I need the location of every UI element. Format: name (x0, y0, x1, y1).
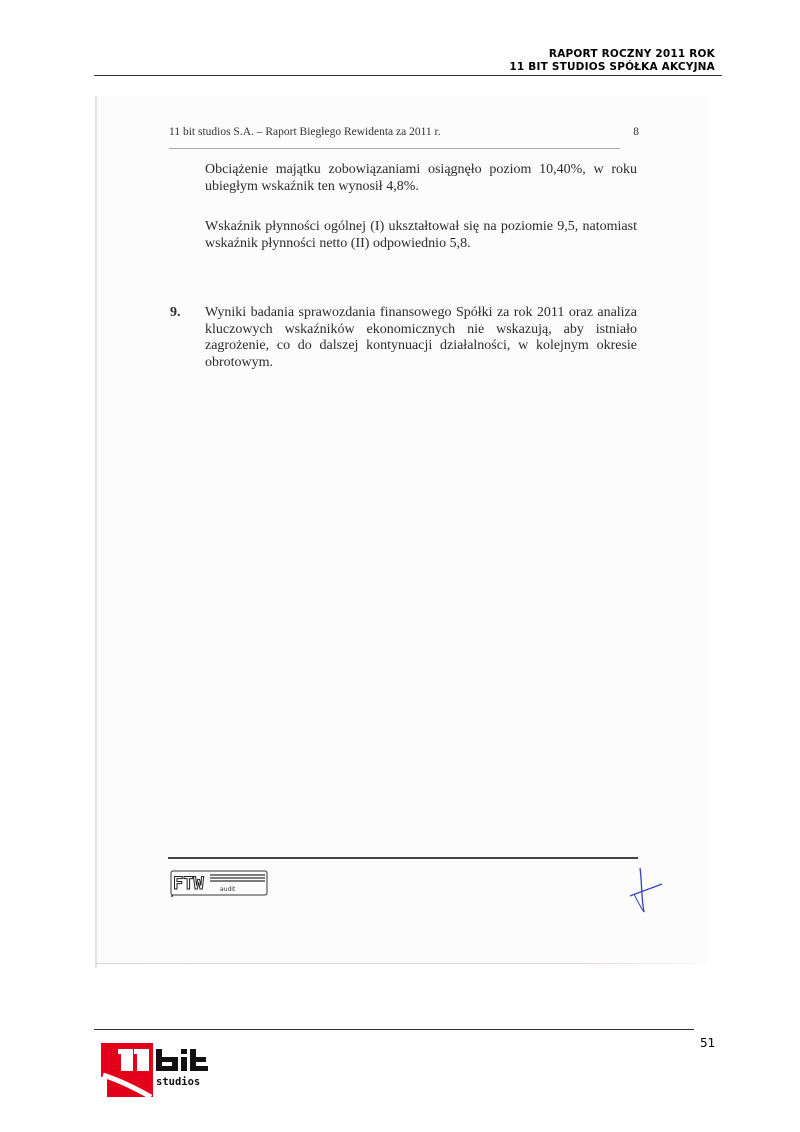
ftw-logo-text: FTW (173, 874, 204, 894)
signature-divider (168, 857, 638, 859)
paragraph-going-concern: Wyniki badania sprawozdania finansowego Spółki za rok 2011 oraz analiza kluczowych wskaźników ekonomicznych nie wskazują, aby istniało zagrożenie, co do dalszej kontynuacji działalności, w kolejnym okresie obrotowym. (205, 305, 637, 370)
scan-running-head (169, 126, 639, 138)
logo-studios-text: studios (156, 1076, 201, 1088)
paragraph-liquidity-ratio: Wskaźnik płynności ogólnej (I) ukształtował się na poziomie 9,5, natomiast wskaźnik płynności netto (II) odpowiednio 5,8. (205, 219, 637, 251)
header-divider (94, 75, 722, 76)
running-head-title: 11 bit studios S.A. – Raport Biegłego Rewidenta za 2011 r. (169, 126, 441, 138)
paragraph-liabilities-ratio: Obciążenie majątku zobowiązaniami osiągnęło poziom 10,40%, w roku ubiegłym wskaźnik ten wynosił 4,8%. (205, 162, 637, 194)
scan-edge-left (95, 96, 97, 968)
ftw-audit-logo (170, 870, 268, 898)
auditor-signature (622, 866, 666, 916)
scan-page-number: 8 (633, 126, 639, 138)
report-header (509, 48, 715, 74)
footer-divider (94, 1029, 694, 1030)
section-number: 9. (170, 305, 181, 320)
report-title: RAPORT ROCZNY 2011 ROK (548, 48, 715, 60)
page-number: 51 (700, 1036, 716, 1050)
11bit-studios-logo (101, 1043, 217, 1097)
scan-edge-bottom (95, 963, 695, 964)
running-head-divider (169, 148, 620, 149)
company-name: 11 BIT STUDIOS SPÓŁKA AKCYJNA (509, 61, 715, 73)
svg-text:audit: audit (220, 886, 236, 893)
